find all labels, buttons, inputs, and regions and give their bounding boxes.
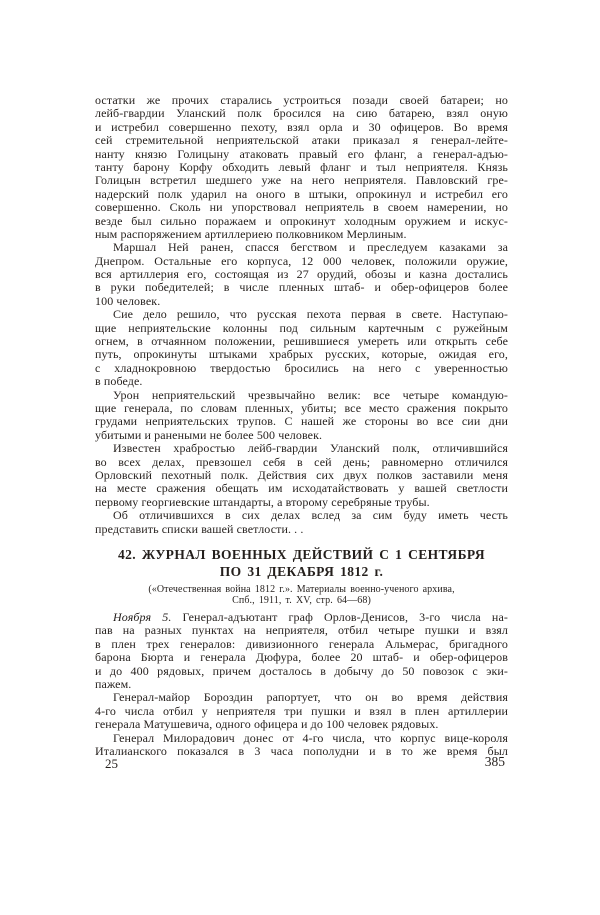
text-line: 4-го числа отбил у неприятеля три пушки и взял в плен артиллерии [95,704,508,718]
text-line: щие генерала, по словам пленных, убиты; все место сражения покрыто [95,401,508,415]
paragraph [95,241,508,308]
paragraph [95,611,508,691]
text-line: генерала Матушевича, одного офицера и до 100 человек рядовых. [95,718,439,732]
text-line: Урон неприятельский чрезвычайно велик: все четыре командую- [113,388,508,402]
text-line: 100 человек. [95,294,161,308]
text-line: Ноября 5. Генерал-адъютант граф Орлов-Денисов, 3-го числа на- [113,611,508,625]
text-line: Генерал Милорадович донес от 4-го числа, что корпус вице-короля [113,731,508,745]
section-heading [95,546,508,607]
text-line: огнем, в отчаянном положении, решившиеся умереть или открыть себе [95,335,508,349]
text-line: представить списки вашей светлости. . . [95,522,304,536]
text-line: совершенно. Сколь ни упорствовал неприятель в своем намерении, но [95,201,508,215]
text-line: ным распоряжением артиллериею полковником Мерлиным. [95,227,407,241]
text-line: остатки же прочих старались устроиться позади своей батареи; но [95,94,508,107]
text-line: Об отличившихся в сих делах вслед за сим буду иметь честь [113,509,508,523]
text-line: в победе. [95,375,143,389]
text-line: Италианского показался в 3 часа пополудни и в то же время был [95,744,508,758]
text-line: пажем. [95,678,132,692]
document-text-before-heading [95,94,508,536]
page-text-block [95,94,508,758]
text-line: щие неприятельские колонны под сильным картечным с ружейным [95,321,508,335]
paragraph [95,94,508,241]
text-line: Голицын встретил шедшего уже на него неприятеля. Павловский гре- [95,174,508,188]
text-line: в руки победителей; в числе пленных штаб- и обер-офицеров более [95,281,508,295]
text-line: пав на разных пунктах на неприятеля, отбил четыре пушки и взял [95,624,508,638]
paragraph [95,442,508,509]
section-title-line: 42. ЖУРНАЛ ВОЕННЫХ ДЕЙСТВИЙ С 1 СЕНТЯБРЯ [117,546,486,562]
text-line: убитыми и ранеными не более 500 человек. [95,428,323,442]
text-line: в плен трех генералов: дивизионного генерала Альмерас, бригадного [95,637,508,651]
text-line: нанту князю Голицыну атаковать правый его фланг, а генерал-адъю- [95,147,508,161]
text-line: грудами неприятельских трупов. С нашей же стороны во все сии дни [95,415,508,429]
paragraph [95,308,508,388]
text-line: барона Бюрта и генерала Дюфура, более 20 штаб- и обер-офицеров [95,651,508,665]
paragraph [95,691,508,731]
paragraph [95,509,508,536]
text-line: Маршал Ней ранен, спасся бегством и преследуем казаками за [113,241,508,255]
journal-entries-text [95,611,508,758]
text-line: Генерал-майор Бороздин рапортует, что он во время действия [113,691,508,705]
sheet-number: 25 [105,756,118,771]
text-line: сей стремительной неприятельской атаки приказал я генерал-лейте- [95,134,508,148]
text-line: Днепром. Остальные его корпуса, 12 000 человек, положили оружие, [95,254,508,268]
page-number: 385 [484,754,505,769]
text-line: на месте сражения обещать им исходатайствовать у вашей светлости [95,482,508,496]
text-line: лейб-гвардии Уланский полк бросился на сию батарею, взял оную [95,107,508,121]
text-line: и истребил совершенно пехоту, взял орла и 30 офицеров. Во время [95,120,508,134]
source-citation [95,584,508,607]
text-line: первому георгиевские штандарты, а второму серебряные трубы. [95,495,430,509]
text-line: с хладнокровною твердостью бросились на него с уверенностью [95,361,508,375]
paragraph [95,389,508,443]
section-title-line: ПО 31 ДЕКАБРЯ 1812 г. [219,564,384,580]
text-line: танту барону Корфу обходить левый фланг и тыл неприятеля. Князь [95,160,508,174]
text-line: во всех делах, превзошел себя в сей день; равномерно отличился [95,455,508,469]
text-line: Орловский пехотный полк. Действия сих двух полков заставили меня [95,468,508,482]
text-line: путь, опрокинуты штыками храбрых русских, которые, ожидая его, [95,348,508,362]
text-line: везде был сильно поражаем и опрокинут холодным оружием и искус- [95,214,508,228]
paragraph [95,732,508,759]
entry-date-italic: Ноября 5. [113,611,172,625]
text-line: вся артиллерия его, состоящая из 27 орудий, обозы и казна достались [95,268,508,282]
source-citation-line: Спб., 1911, т. XV, стр. 64—68) [232,595,371,607]
section-title [95,546,508,581]
source-citation-line: («Отечественная война 1812 г.». Материалы военно-ученого архива, [148,583,455,595]
text-line: Сие дело решило, что русская пехота первая в свете. Наступаю- [113,308,508,322]
text-line: Известен храбростью лейб-гвардии Уланский полк, отличившийся [113,442,508,456]
text-line: и до 400 рядовых, причем досталось в добычу до 50 повозок с эки- [95,664,508,678]
text-line: надерский полк ударил на оного в штыки, опрокинул и истребил его [95,187,508,201]
